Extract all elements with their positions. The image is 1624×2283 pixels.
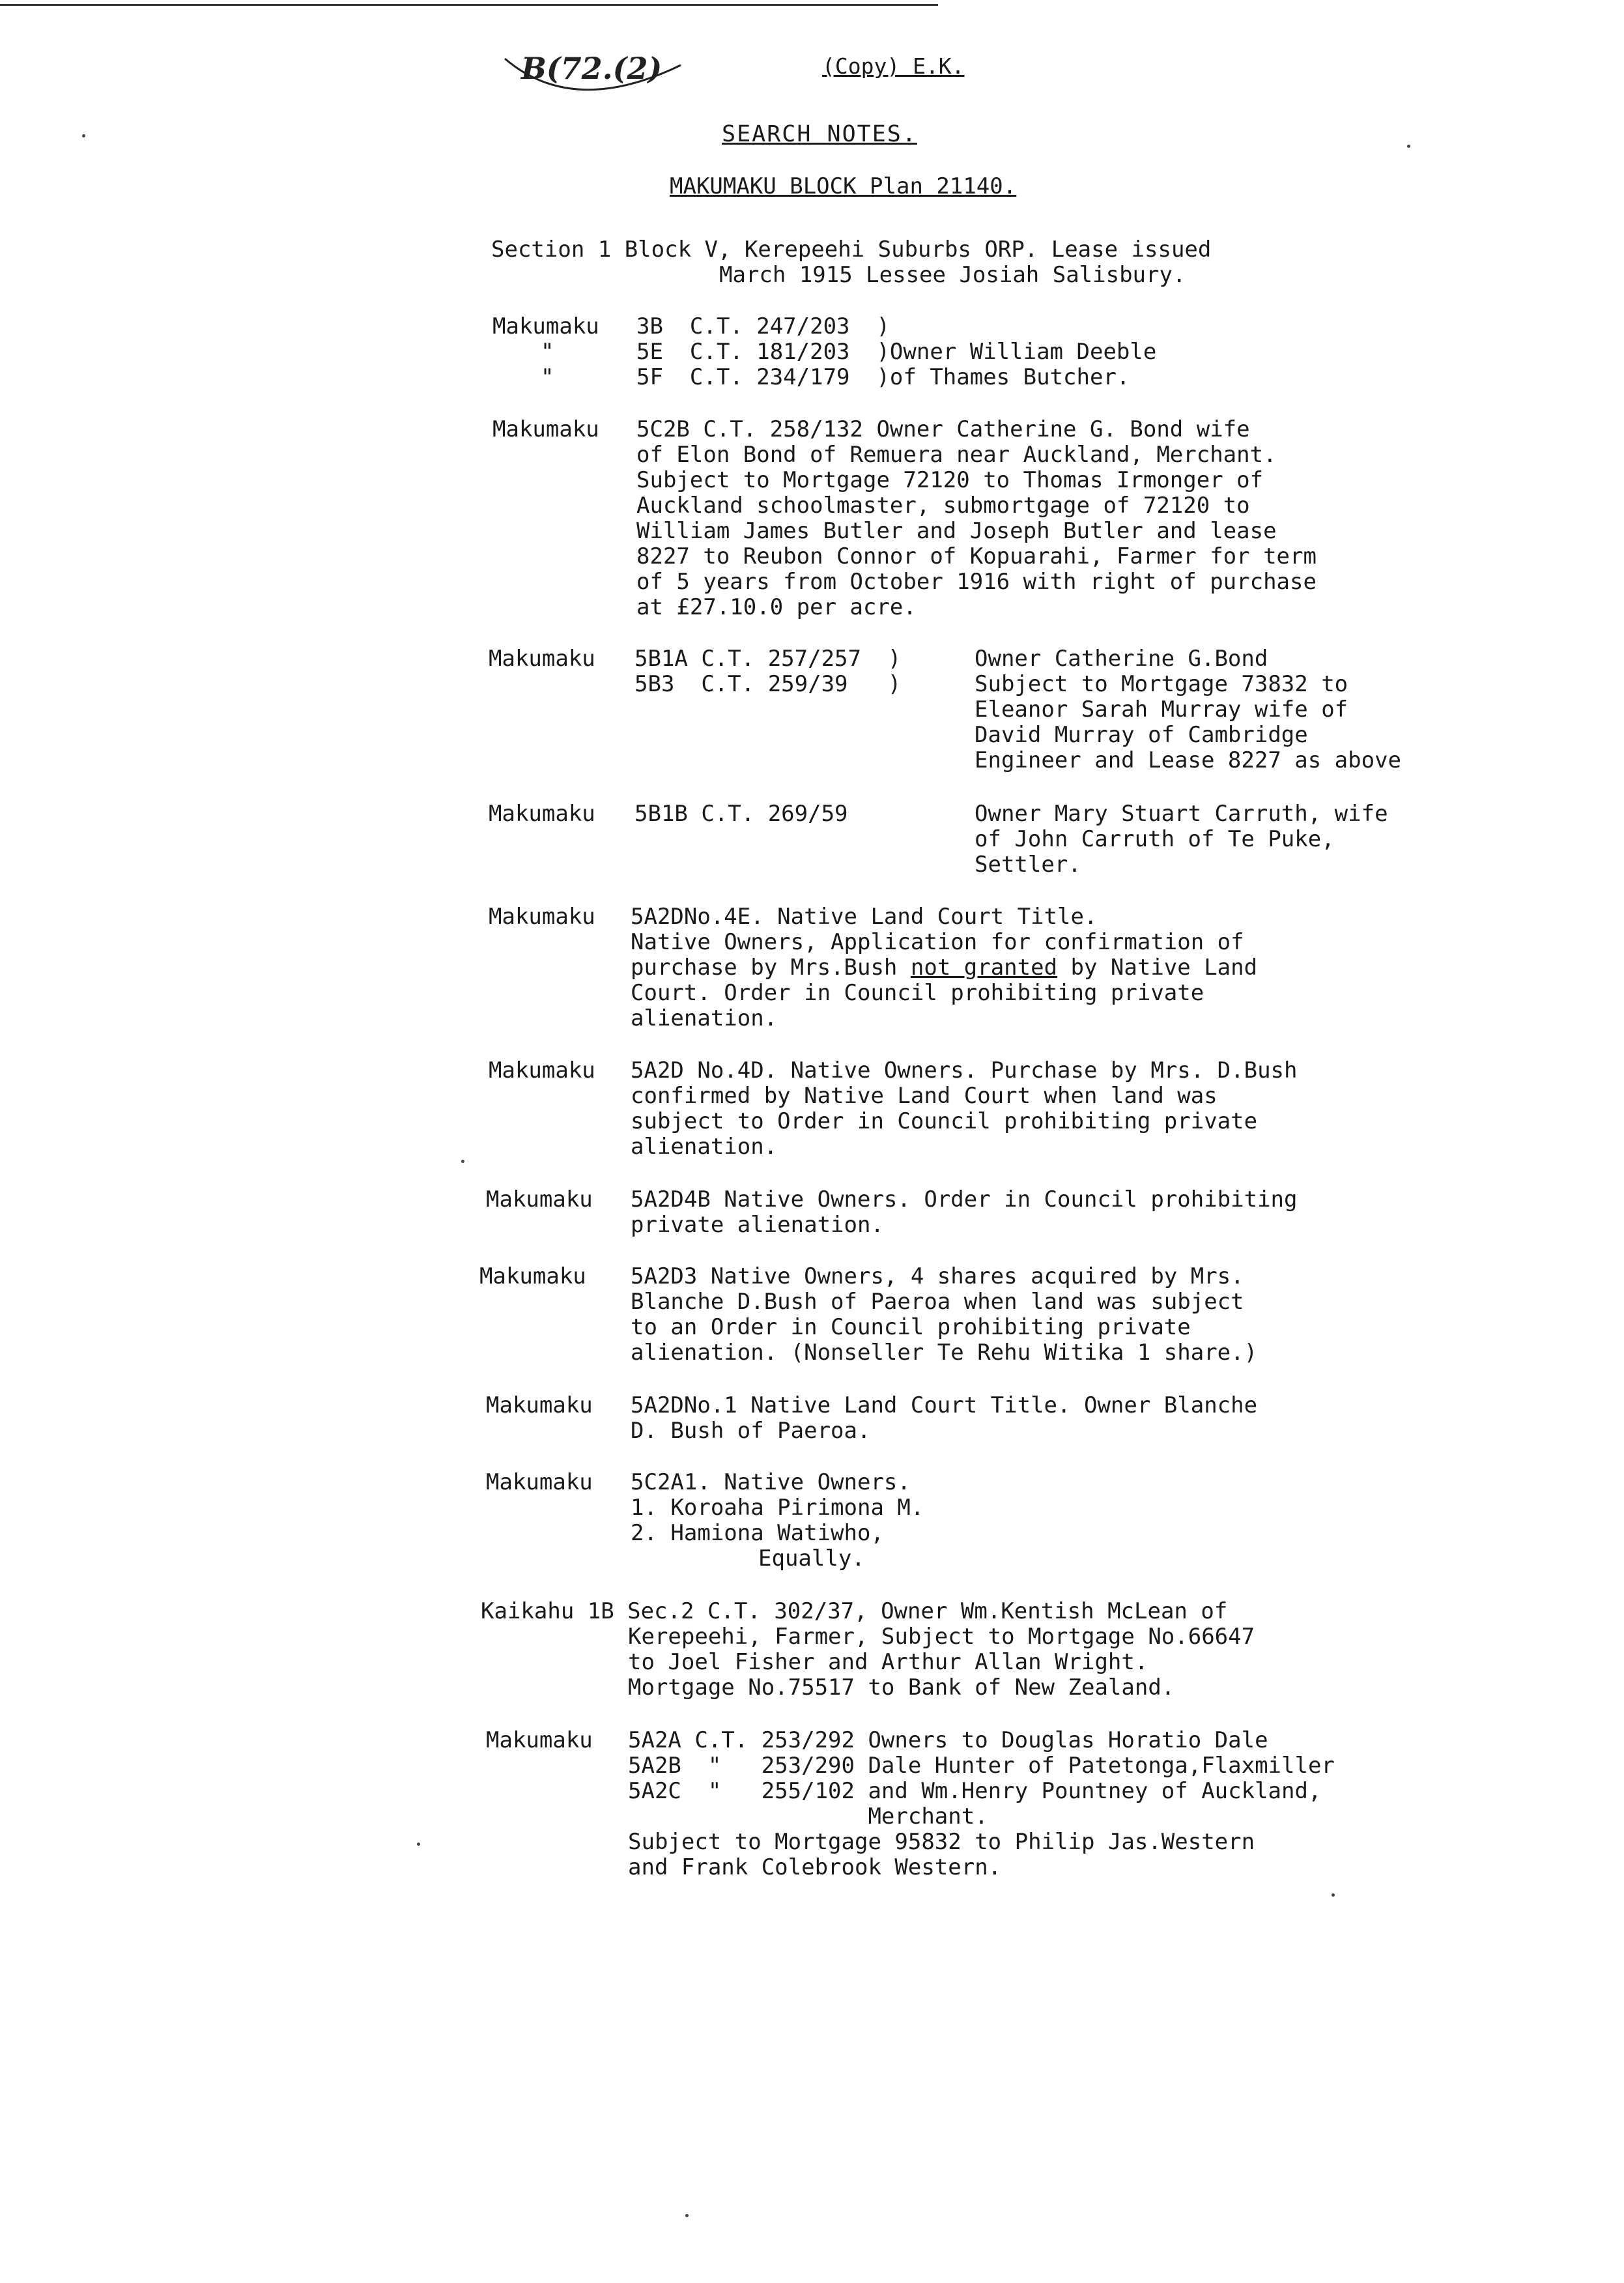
entry-line: Merchant. [628,1803,988,1830]
entry-detail-line: David Murray of Cambridge [975,722,1308,748]
entry-line: alienation. (Nonseller Te Rehu Witika 1 share.) [631,1340,1258,1366]
entry-line: 5A2DNo.1 Native Land Court Title. Owner Blanche [631,1392,1258,1418]
entry-line: 1. Koroaha Pirimona M. [631,1495,924,1521]
entry-line: 2. Hamiona Watiwho, [631,1520,884,1546]
entry-detail-line: Owner Catherine G.Bond [975,646,1268,672]
entry-line: Auckland schoolmaster, submortgage of 72120 to [636,493,1250,519]
underlined-phrase: not granted [910,955,1058,981]
scan-speck [1407,145,1410,148]
scan-speck [1332,1893,1335,1897]
entry-line: 5A2A C.T. 253/292 Owners to Douglas Horatio Dale [628,1727,1268,1753]
entry-line: Equally. [758,1545,865,1572]
entry-line: to an Order in Council prohibiting private [631,1314,1191,1340]
entry-line: 5A2D4B Native Owners. Order in Council prohibiting [631,1186,1298,1213]
entry-label: Makumaku [492,416,599,442]
text-fragment: purchase by Mrs.Bush [631,955,911,981]
entry-line: private alienation. [631,1212,884,1238]
ditto-mark: " [541,339,554,365]
page-title: SEARCH NOTES. [722,121,917,147]
entry-line: at £27.10.0 per acre. [636,594,917,620]
entry-line: Court. Order in Council prohibiting private [631,980,1204,1006]
entry-detail-line: Eleanor Sarah Murray wife of [975,696,1348,723]
entry-line: 5A2D3 Native Owners, 4 shares acquired by Mrs. [631,1263,1244,1289]
entry-label: Makumaku [479,1263,586,1289]
entry-label: Makumaku [486,1469,593,1495]
entry-detail-line: Owner Mary Stuart Carruth, wife [975,801,1388,827]
entry-detail-line: of John Carruth of Te Puke, [975,826,1335,852]
entry-label: Makumaku [486,1727,593,1753]
text-fragment: by Native Land [1057,955,1258,981]
lot-line: 5B1B C.T. 269/59 [634,801,848,827]
entry-detail-line: Settler. [975,852,1081,878]
entry-line: Native Owners, Application for confirmation of [631,929,1244,955]
scan-speck [461,1160,464,1163]
handwritten-reference: B(72.(2) [521,51,662,86]
entry-line: 5A2C " 255/102 and Wm.Henry Pountney of Auckland, [628,1778,1322,1804]
entry-line: 5A2DNo.4E. Native Land Court Title. [631,904,1098,930]
entry-line: and Frank Colebrook Western. [628,1854,1002,1880]
entry-line: to Joel Fisher and Arthur Allan Wright. [628,1649,1148,1675]
entry-line: 5C2B C.T. 258/132 Owner Catherine G. Bond wife [636,416,1250,442]
page-subtitle: MAKUMAKU BLOCK Plan 21140. [670,173,1017,199]
copy-mark: (Copy) E.K. [822,53,965,79]
entry-line [631,955,1257,981]
entry-line: Mortgage No.75517 to Bank of New Zealand. [628,1674,1175,1701]
intro-line-2: March 1915 Lessee Josiah Salisbury. [719,262,1186,288]
scan-speck [417,1843,420,1846]
entry-detail-line: Engineer and Lease 8227 as above [975,747,1402,773]
lot-line: 3B C.T. 247/203 ) [636,313,890,339]
scan-speck [82,134,85,137]
entry-line: Kaikahu 1B Sec.2 C.T. 302/37, Owner Wm.Kentish McLean of [481,1598,1228,1624]
entry-line: 8227 to Reubon Connor of Kopuarahi, Farmer for term [636,543,1317,569]
entry-line: Kerepeehi, Farmer, Subject to Mortgage No.66647 [628,1624,1255,1650]
entry-line: Blanche D.Bush of Paeroa when land was subject [631,1289,1244,1315]
entry-line: of 5 years from October 1916 with right of purchase [636,569,1317,595]
entry-line: William James Butler and Joseph Butler and lease [636,518,1277,544]
entry-line: confirmed by Native Land Court when land was [631,1083,1218,1109]
entry-label: Makumaku [492,313,599,339]
entry-label: Makumaku [486,1186,593,1213]
entry-line: alienation. [631,1134,778,1160]
entry-label: Makumaku [489,801,595,827]
lot-line: 5B1A C.T. 257/257 ) [634,646,902,672]
ditto-mark: " [541,364,554,390]
entry-line: 5A2D No.4D. Native Owners. Purchase by Mrs. D.Bush [631,1057,1298,1084]
entry-detail-line: Subject to Mortgage 73832 to [975,671,1348,697]
top-border-line [0,4,938,6]
entry-label: Makumaku [489,1057,595,1084]
entry-line: alienation. [631,1005,778,1031]
lot-line: 5E C.T. 181/203 )Owner William Deeble [636,339,1157,365]
entry-line: subject to Order in Council prohibiting private [631,1108,1258,1134]
entry-line: D. Bush of Paeroa. [631,1418,871,1444]
entry-line: 5A2B " 253/290 Dale Hunter of Patetonga,Flaxmiller [628,1753,1335,1779]
scan-speck [685,2214,689,2217]
entry-label: Makumaku [489,904,595,930]
entry-line: 5C2A1. Native Owners. [631,1469,911,1495]
lot-line: 5B3 C.T. 259/39 ) [634,671,902,697]
entry-label: Makumaku [486,1392,593,1418]
lot-line: 5F C.T. 234/179 )of Thames Butcher. [636,364,1130,390]
entry-line: of Elon Bond of Remuera near Auckland, Merchant. [636,442,1277,468]
entry-line: Subject to Mortgage 72120 to Thomas Irmonger of [636,467,1264,493]
entry-line: Subject to Mortgage 95832 to Philip Jas.Western [628,1829,1255,1855]
entry-label: Makumaku [489,646,595,672]
intro-line-1: Section 1 Block V, Kerepeehi Suburbs ORP. Lease issued [491,237,1212,263]
